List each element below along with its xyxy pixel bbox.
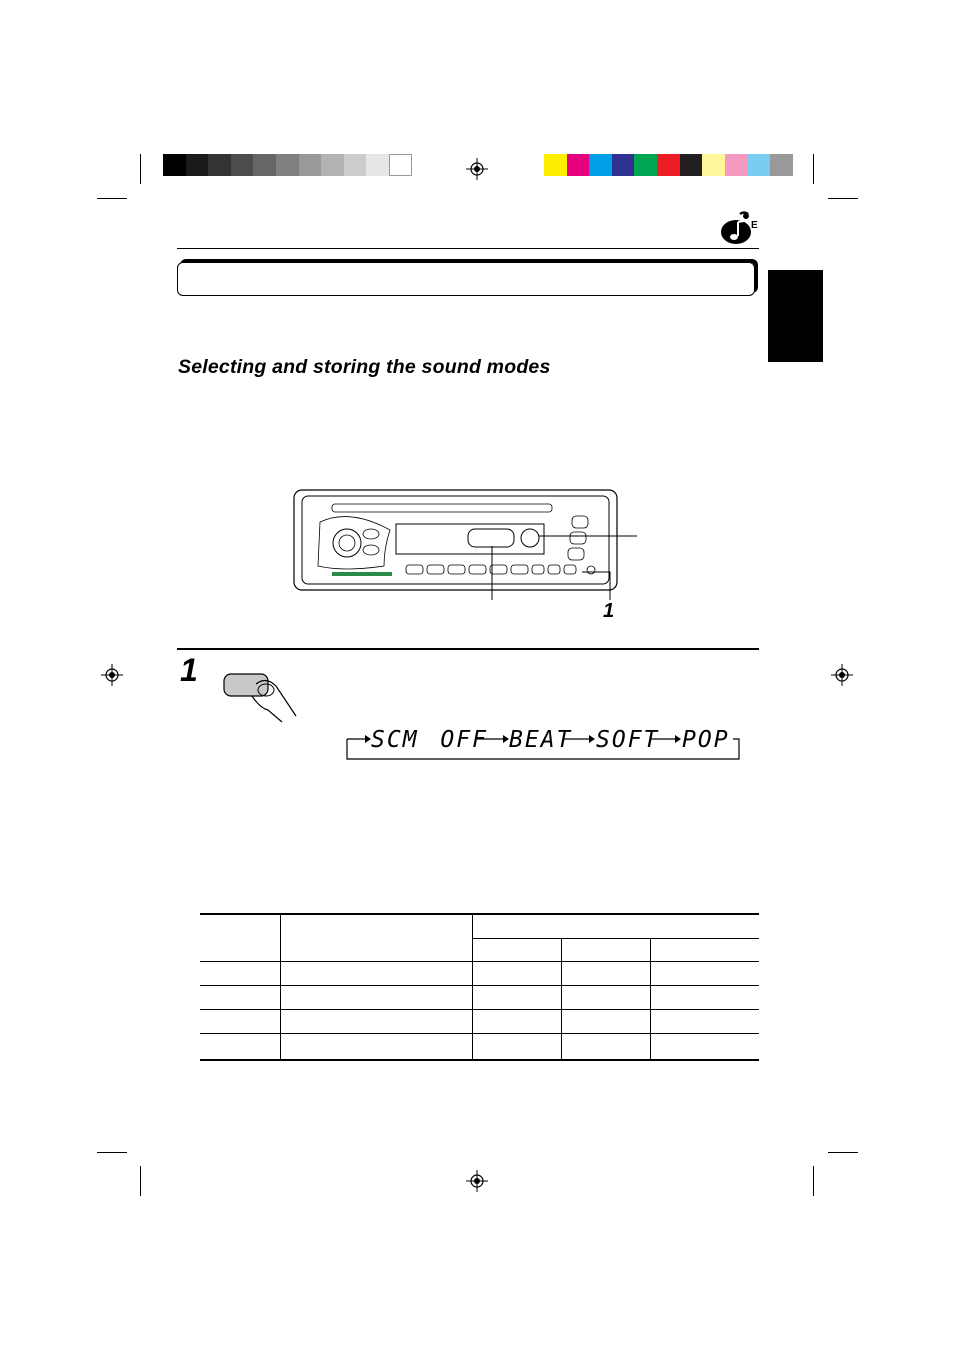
registration-swatch [567, 154, 590, 176]
header-rule [177, 248, 759, 249]
sound-mode-table [200, 913, 759, 1061]
registration-swatch [299, 154, 322, 176]
mode-pop: POP [682, 727, 730, 753]
registration-swatch [186, 154, 209, 176]
registration-swatch [253, 154, 276, 176]
registration-target-icon [466, 1170, 488, 1192]
svg-text:E: E [751, 220, 758, 231]
crop-mark [813, 154, 814, 184]
finger-press-icon [220, 668, 300, 724]
registration-swatch [612, 154, 635, 176]
callout-1: 1 [603, 600, 615, 622]
registration-swatch [389, 154, 412, 176]
registration-swatch [208, 154, 231, 176]
registration-swatch [544, 154, 567, 176]
registration-swatch [321, 154, 344, 176]
crop-mark [140, 1166, 141, 1196]
registration-swatch [163, 154, 186, 176]
crop-mark [813, 1166, 814, 1196]
registration-swatch [657, 154, 680, 176]
registration-swatch [276, 154, 299, 176]
step-number: 1 [180, 652, 198, 688]
language-tab [768, 270, 823, 362]
mode-scm-off: SCM OFF [371, 727, 488, 753]
registration-swatch [747, 154, 770, 176]
section-title: Selecting and storing the sound modes [178, 356, 551, 378]
section-header-box [177, 262, 755, 296]
registration-target-icon [466, 158, 488, 180]
registration-swatch [770, 154, 793, 176]
registration-swatch [680, 154, 703, 176]
crop-mark [828, 1152, 858, 1153]
registration-swatch [725, 154, 748, 176]
registration-swatch [589, 154, 612, 176]
crop-mark [140, 154, 141, 184]
color-registration-bar [544, 154, 793, 176]
registration-swatch [344, 154, 367, 176]
registration-target-icon [831, 664, 853, 686]
registration-swatch [366, 154, 389, 176]
music-note-icon [718, 210, 758, 246]
registration-swatch [702, 154, 725, 176]
gray-registration-bar [163, 154, 412, 176]
step-rule [177, 648, 759, 650]
crop-mark [97, 1152, 127, 1153]
crop-mark [97, 198, 127, 199]
mode-beat: BEAT [509, 727, 573, 753]
crop-mark [828, 198, 858, 199]
registration-target-icon [101, 664, 123, 686]
mode-soft: SOFT [596, 727, 660, 753]
registration-swatch [231, 154, 254, 176]
registration-swatch [634, 154, 657, 176]
car-stereo-diagram [292, 488, 644, 618]
